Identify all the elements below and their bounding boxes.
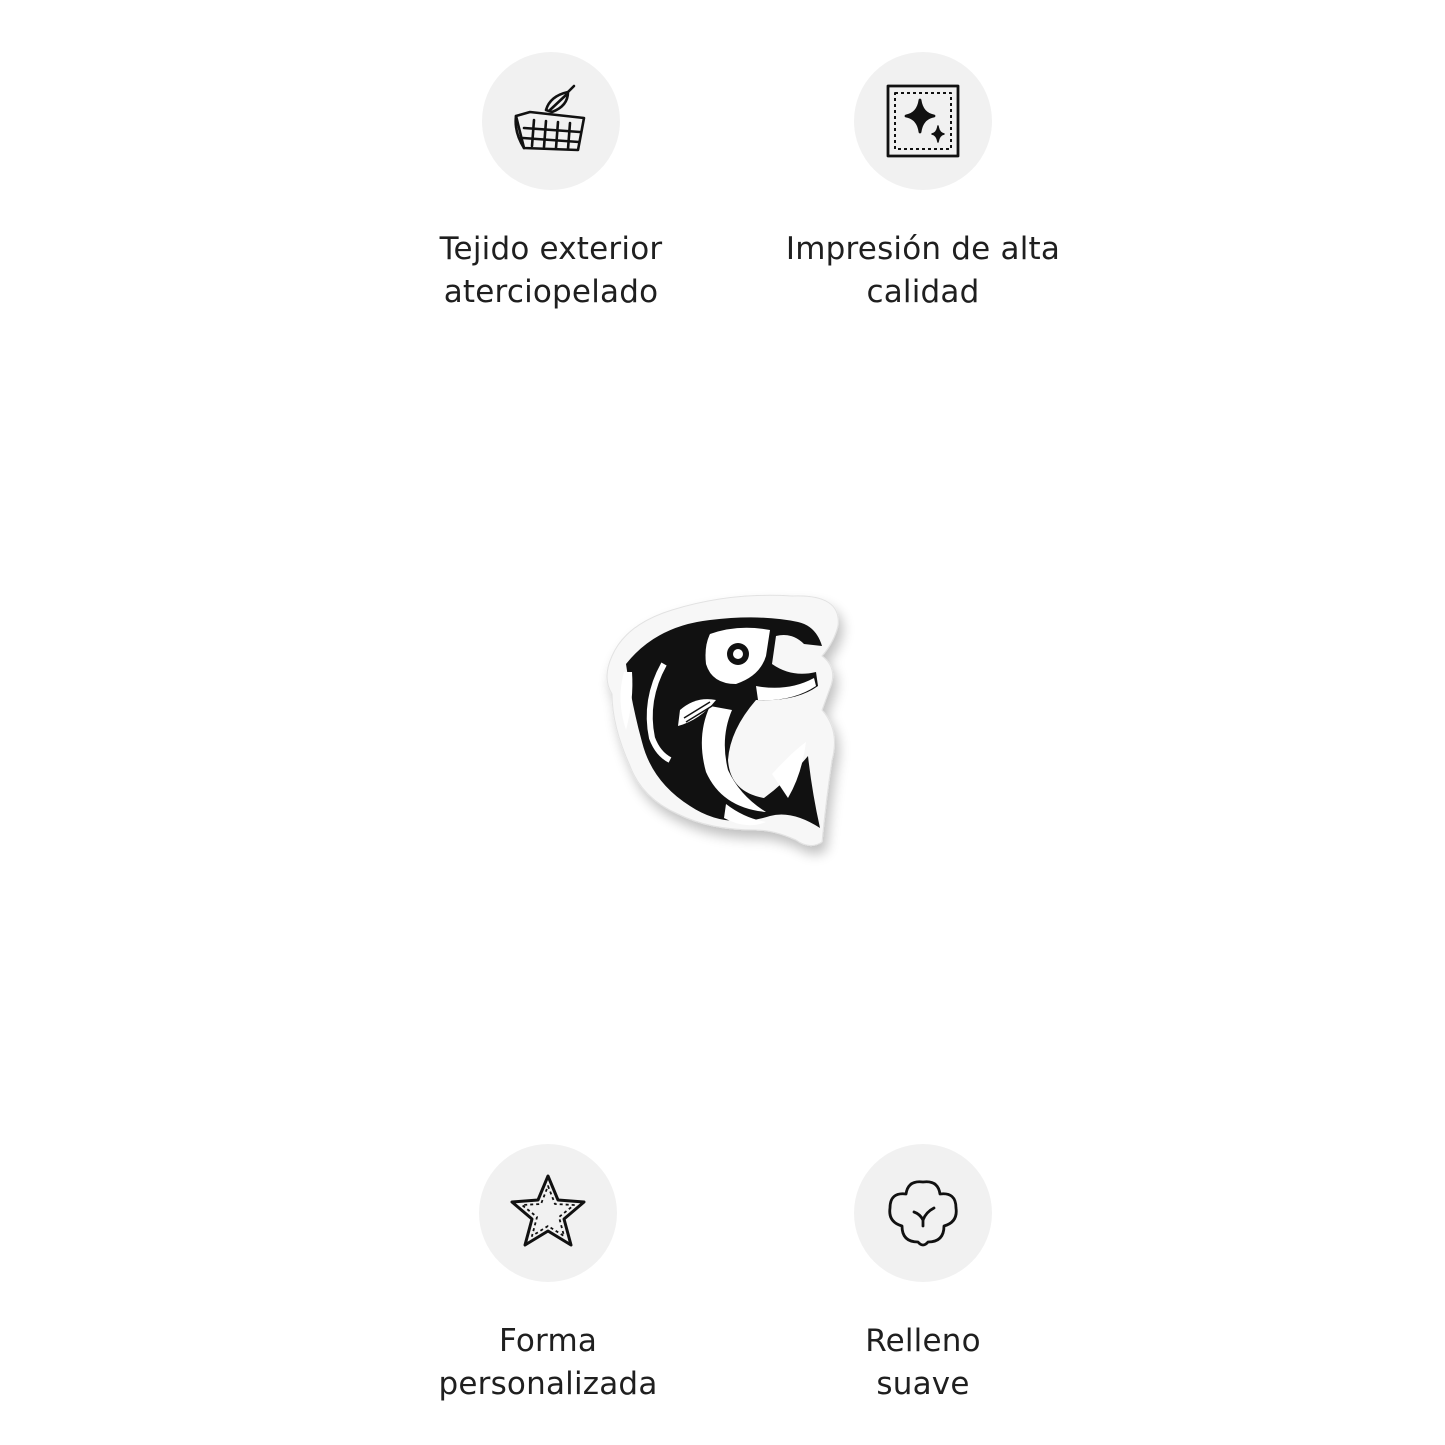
feature-label: [371, 228, 731, 314]
feature-label-line: Impresión de alta: [785, 231, 1061, 267]
feature-label-line: suave: [876, 1366, 970, 1402]
cotton-icon: [854, 1144, 992, 1282]
feature-velvet-fabric: [371, 52, 731, 314]
feature-label-line: Tejido exterior: [439, 231, 663, 267]
feature-soft-filling: [743, 1144, 1103, 1406]
feature-label-line: aterciopelado: [443, 274, 659, 310]
feature-label-line: Forma: [498, 1323, 598, 1359]
fabric-feather-icon: [482, 52, 620, 190]
feature-label: [743, 1320, 1103, 1406]
feature-custom-shape: [368, 1144, 728, 1406]
feature-label-line: calidad: [866, 274, 980, 310]
feature-label-line: personalizada: [438, 1366, 658, 1402]
sparkle-print-icon: [854, 52, 992, 190]
stitched-star-icon: [479, 1144, 617, 1282]
feature-label: [368, 1320, 728, 1406]
feature-high-quality-print: [743, 52, 1103, 314]
feature-label: [743, 228, 1103, 314]
feature-label-line: Relleno: [865, 1323, 981, 1359]
salmon-pillow-image: [560, 560, 880, 880]
